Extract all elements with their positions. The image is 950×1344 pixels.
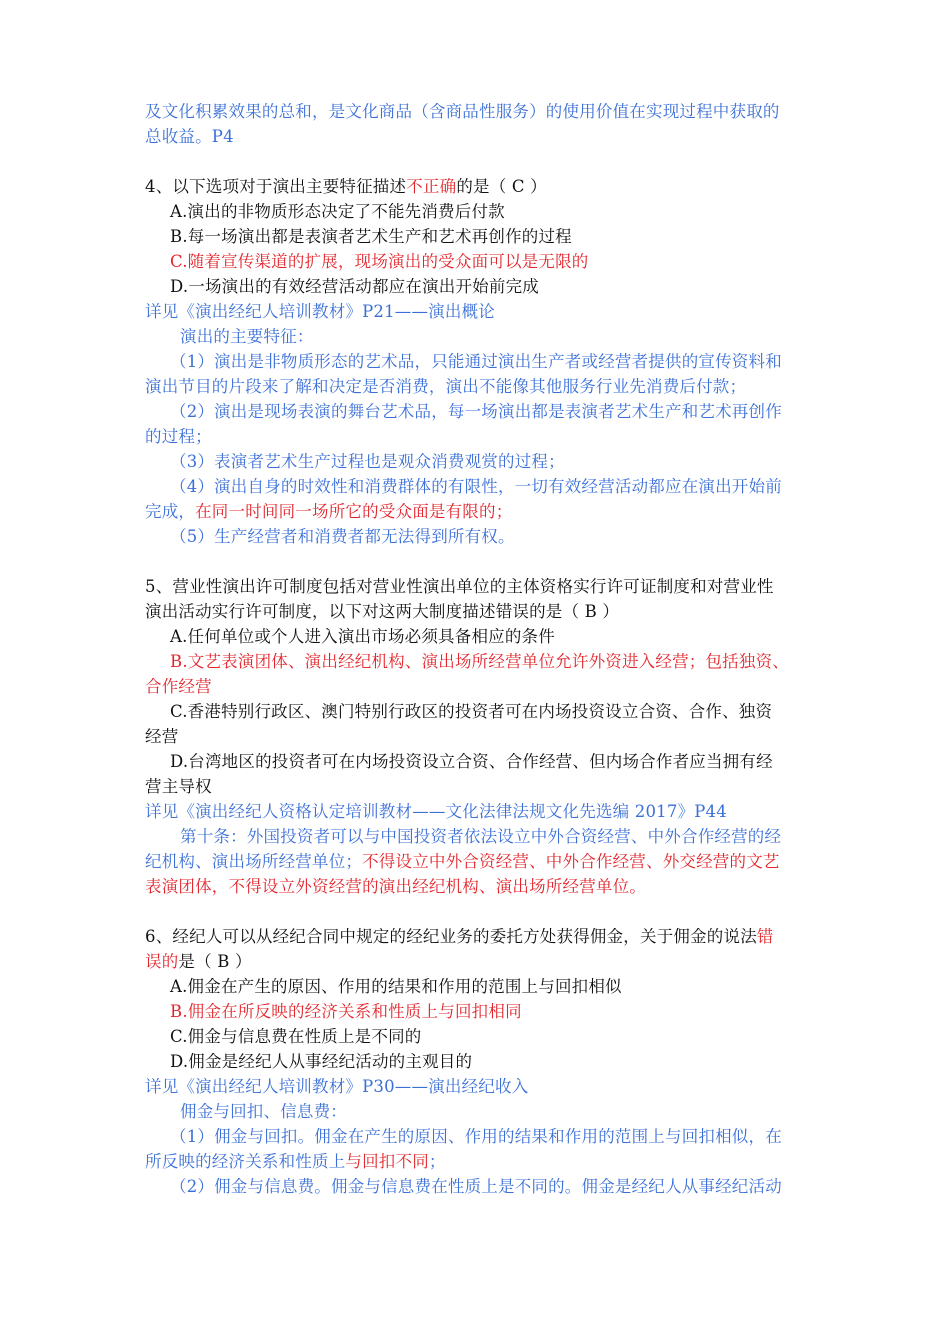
reference-text: 详见《演出经纪人资格认定培训教材——文化法律法规文化先选编 2017》P44 [145,802,727,821]
explain-text: （1）演出是非物质形态的艺术品，只能通过演出生产者或经营者提供的宣传资料和 [170,352,782,371]
question-5-stem [145,575,774,599]
explain-text: 所反映的经济关系和性质上 [145,1152,346,1171]
option-text: A.演出的非物质形态决定了不能先消费后付款 [170,202,505,221]
explain-line [145,500,512,524]
question-4-option-a [170,200,505,224]
option-text: C.香港特别行政区、澳门特别行政区的投资者可在内场投资设立合资、合作、独资 [170,702,773,721]
stem-highlight: 错 [756,927,774,946]
explain-line [145,850,780,874]
explain-text: （5）生产经营者和消费者都无法得到所有权。 [170,527,515,546]
question-5-option-d [170,750,773,774]
explain-line [145,425,212,449]
option-text: 营主导权 [145,777,212,796]
explain-highlight: 表演团体，不得设立外资经营的演出经纪机构、演出场所经营单位。 [145,877,646,896]
option-text: B.文艺表演团体、演出经纪机构、演出场所经营单位允许外资进入经营；包括独资、 [170,652,789,671]
explain-highlight: 不得设立中外合资经营、中外合作经营、外交经营的文艺 [362,852,780,871]
explain-line [170,525,515,549]
question-6-reference [145,1075,528,1099]
explain-text: （1）佣金与回扣。佣金在产生的原因、作用的结果和作用的范围上与回扣相似，在 [170,1127,782,1146]
explain-text: （3）表演者艺术生产过程也是观众消费观赏的过程； [170,452,565,471]
option-text: C.随着宣传渠道的扩展，现场演出的受众面可以是无限的 [170,252,589,271]
question-4-option-b [170,225,572,249]
explain-highlight: 在同一时间同一场所它的受众面是有限的； [195,502,513,521]
question-5-option-b-answer [170,650,789,674]
intro-line [145,100,780,124]
heading-text: 演出的主要特征： [180,327,314,346]
explain-text: 完成， [145,502,196,521]
heading-text: 佣金与回扣、信息费： [180,1102,347,1121]
explain-text: （4）演出自身的时效性和消费群体的有限性，一切有效经营活动都应在演出开始前 [170,477,782,496]
question-6-option-d [170,1050,472,1074]
question-4-explain-heading [180,325,314,349]
question-5-option-c [170,700,772,724]
explain-line [145,875,646,899]
stem-text: 是（ B ） [178,952,252,971]
explain-text: 演出节目的片段来了解和决定是否消费，演出不能像其他服务行业先消费后付款； [145,377,747,396]
option-text: D.一场演出的有效经营活动都应在演出开始前完成 [170,277,539,296]
explain-line [170,400,782,424]
explain-highlight: 与回扣不同 [345,1152,429,1171]
explain-line [170,1125,782,1149]
question-6-option-c [170,1025,421,1049]
explain-line [170,1175,782,1199]
question-6-option-a [170,975,622,999]
question-5-option-d [145,775,212,799]
question-5-option-c [145,725,178,749]
explain-line [170,350,782,374]
question-6-explain-heading [180,1100,347,1124]
option-text: A.佣金在产生的原因、作用的结果和作用的范围上与回扣相似 [170,977,622,996]
stem-highlight: 不正确 [406,177,457,196]
intro-text: 总收益。P4 [145,127,234,146]
reference-text: 详见《演出经纪人培训教材》P30——演出经纪收入 [145,1077,529,1096]
option-text: B.每一场演出都是表演者艺术生产和艺术再创作的过程 [170,227,572,246]
option-text: C.佣金与信息费在性质上是不同的 [170,1027,422,1046]
explain-line [145,1150,446,1174]
question-4-reference [145,300,495,324]
question-4-option-c-answer [170,250,588,274]
explain-line [145,375,746,399]
stem-highlight: 误的 [145,952,179,971]
explain-line [170,475,782,499]
explain-text: 第十条：外国投资者可以与中国投资者依法设立中外合资经营、中外合作经营的经 [180,827,782,846]
question-5-option-a [170,625,555,649]
question-5-stem [145,600,619,624]
intro-text: 及文化积累效果的总和，是文化商品（含商品性服务）的使用价值在实现过程中获取的 [145,102,780,121]
intro-line [145,125,234,149]
question-5-reference [145,800,727,824]
question-4-option-d [170,275,539,299]
stem-text: 的是（ C ） [456,177,547,196]
stem-text: 演出活动实行许可制度，以下对这两大制度描述错误的是（ B ） [145,602,620,621]
explain-text: （2）演出是现场表演的舞台艺术品，每一场演出都是表演者艺术生产和艺术再创作 [170,402,782,421]
option-text: A.任何单位或个人进入演出市场必须具备相应的条件 [170,627,555,646]
option-text: 经营 [145,727,179,746]
explain-line [170,450,565,474]
explain-text: ； [428,1152,446,1171]
question-6-stem [145,950,252,974]
explain-text: 纪机构、演出场所经营单位； [145,852,363,871]
reference-text: 详见《演出经纪人培训教材》P21——演出概论 [145,302,495,321]
option-text: D.佣金是经纪人从事经纪活动的主观目的 [170,1052,473,1071]
stem-text: 4、以下选项对于演出主要特征描述 [145,177,407,196]
explain-line [180,825,781,849]
stem-text: 5、营业性演出许可制度包括对营业性演出单位的主体资格实行许可证制度和对营业性 [145,577,774,596]
stem-text: 6、经纪人可以从经纪合同中规定的经纪业务的委托方处获得佣金，关于佣金的说法 [145,927,757,946]
option-text: D.台湾地区的投资者可在内场投资设立合资、合作经营、但内场合作者应当拥有经 [170,752,773,771]
explain-text: 的过程； [145,427,212,446]
option-text: 合作经营 [145,677,212,696]
question-6-option-b-answer [170,1000,522,1024]
option-text: B.佣金在所反映的经济关系和性质上与回扣相同 [170,1002,522,1021]
question-4-stem [145,175,547,199]
question-5-option-b-answer [145,675,212,699]
question-6-stem [145,925,774,949]
explain-text: （2）佣金与信息费。佣金与信息费在性质上是不同的。佣金是经纪人从事经纪活动 [170,1177,782,1196]
